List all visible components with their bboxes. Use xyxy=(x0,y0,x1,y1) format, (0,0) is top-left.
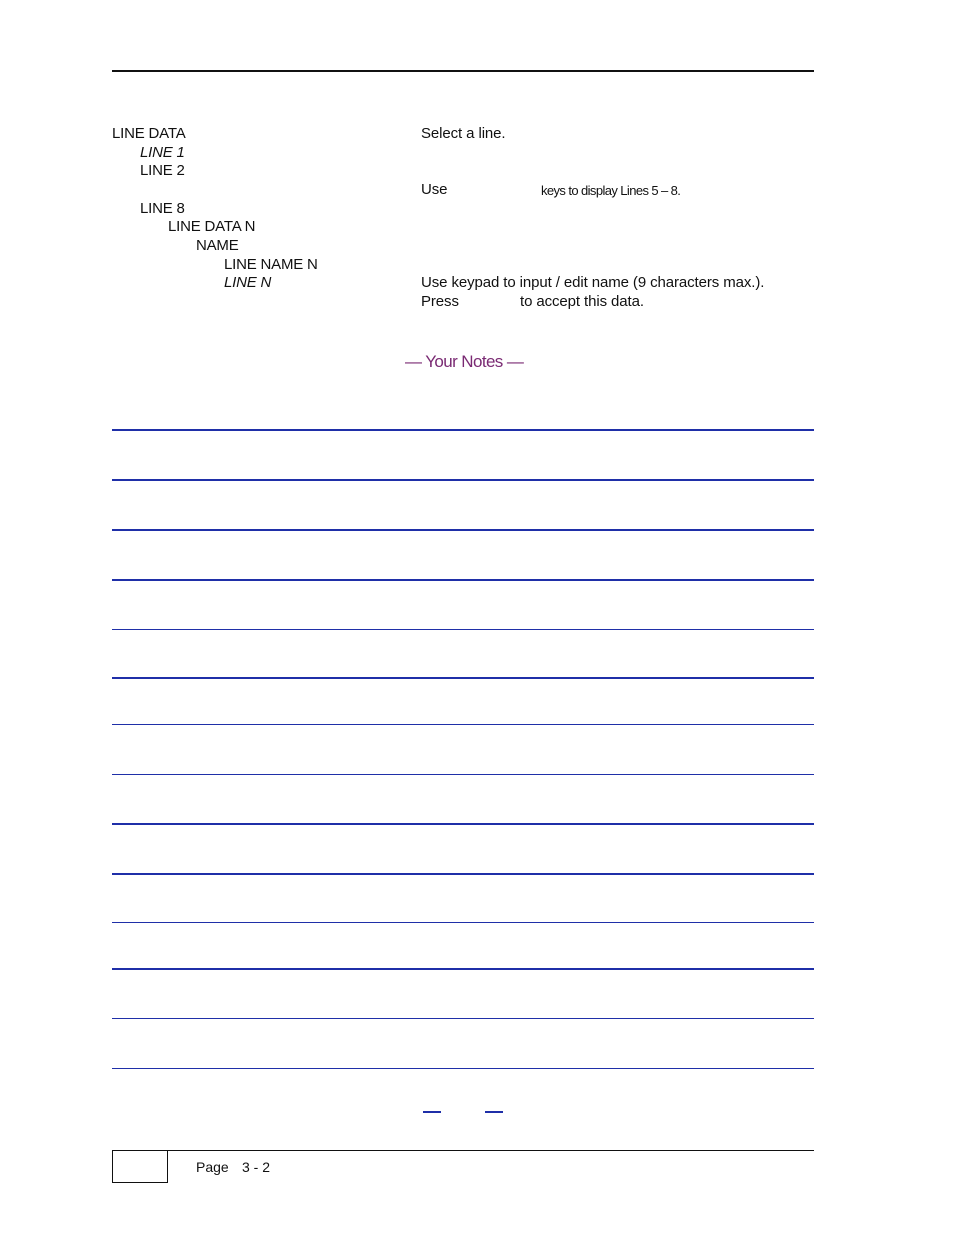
notes-title: — Your Notes — xyxy=(405,352,524,371)
note-line xyxy=(112,629,814,630)
footer-page-number: 3 - 2 xyxy=(242,1159,271,1175)
menu-line-data: LINE DATA xyxy=(112,125,186,142)
desc-select-line: Select a line. xyxy=(421,125,506,142)
menu-line-n: LINE N xyxy=(224,274,272,291)
menu-line-8: LINE 8 xyxy=(140,200,185,217)
note-line xyxy=(112,429,814,431)
menu-line-data-n: LINE DATA N xyxy=(168,218,256,235)
note-line xyxy=(112,479,814,481)
desc-press-prefix: Press xyxy=(421,293,459,310)
menu-line-2: LINE 2 xyxy=(140,162,185,179)
footer-page-label: Page xyxy=(196,1159,229,1175)
note-line xyxy=(112,724,814,725)
desc-press-suffix: to accept this data. xyxy=(520,293,644,310)
desc-use-suffix: keys to display Lines 5 – 8. xyxy=(541,183,681,198)
menu-line-1: LINE 1 xyxy=(140,144,185,161)
footer-page-box xyxy=(112,1150,168,1183)
dash-mark-right xyxy=(485,1111,503,1113)
footer-rule xyxy=(112,1150,814,1151)
note-line xyxy=(112,922,814,923)
dash-mark-left xyxy=(423,1111,441,1113)
desc-keypad: Use keypad to input / edit name (9 characters max.). xyxy=(421,274,765,291)
note-line xyxy=(112,529,814,531)
header-rule xyxy=(112,70,814,72)
note-line xyxy=(112,579,814,581)
note-line xyxy=(112,1068,814,1069)
note-line xyxy=(112,677,814,679)
desc-use-prefix: Use xyxy=(421,181,448,198)
note-line xyxy=(112,1018,814,1019)
menu-name: NAME xyxy=(196,237,239,254)
note-line xyxy=(112,873,814,875)
menu-line-name-n: LINE NAME N xyxy=(224,256,318,273)
note-line xyxy=(112,823,814,825)
note-line xyxy=(112,774,814,775)
note-line xyxy=(112,968,814,970)
